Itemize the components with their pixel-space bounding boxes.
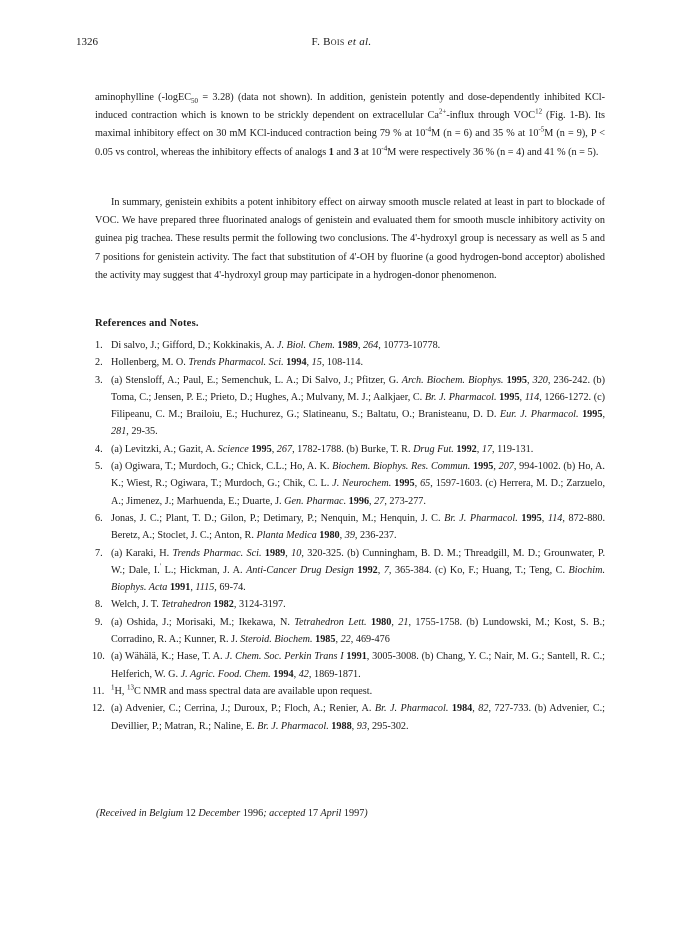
reference-text: Welch, J. T. Tetrahedron 1982, 3124-3197.	[111, 599, 286, 611]
reference-item	[95, 337, 605, 354]
bold-text: 1995	[394, 478, 415, 490]
reference-item	[95, 441, 605, 458]
italic-text: Br. J. Pharmacol.	[444, 512, 518, 524]
bold-text: 1984	[451, 703, 473, 715]
reference-item	[95, 372, 605, 441]
italic-text: Br. J. Pharmacol.	[374, 703, 449, 715]
italic-text: 1115	[195, 582, 215, 594]
italic-text: Gen. Pharmac.	[284, 495, 347, 507]
reference-item	[92, 700, 606, 735]
italic-text: 27	[374, 495, 385, 507]
reference-number: 8.	[95, 599, 103, 611]
italic-text: 65	[420, 478, 431, 490]
italic-text: Science	[217, 443, 249, 455]
italic-text: 39	[344, 530, 355, 542]
reference-text: (a) Advenier, C.; Cerrina, J.; Duroux, P.; Floch, A.; Renier, A. Br. J. Pharmacol. 1984, 82, 727-733. (b) Advenier, C.; Devillier, P.; Matran, R.; Naline, E. Br. J. Pharmacol. 1988, 93, 295-302.	[111, 703, 606, 732]
reference-item	[95, 596, 605, 613]
reference-number: 1.	[95, 340, 103, 351]
author-suffix: et al.	[344, 36, 372, 48]
italic-text: J. Agric. Food. Chem.	[180, 668, 271, 680]
reference-number: 6.	[95, 512, 103, 524]
bold-text: 1996	[348, 495, 370, 507]
italic-text: Anti-Cancer Drug Design	[246, 564, 354, 576]
bold-text: 1995	[521, 512, 542, 524]
superscript: 2+	[438, 107, 447, 116]
bold-text: 1995	[506, 374, 527, 386]
received-note: (Received in Belgium 12 December 1996; accepted 17 April 1997)	[96, 808, 368, 819]
italic-text: 114	[547, 512, 563, 524]
italic-text: 264	[362, 340, 379, 351]
bold-text: 1992	[357, 564, 378, 576]
italic-text: 10	[291, 547, 302, 559]
italic-text: 207	[498, 461, 514, 473]
reference-item	[95, 458, 605, 510]
reference-item	[95, 614, 605, 649]
reference-text: (a) Levitzki, A.; Gazit, A. Science 1995, 267, 1782-1788. (b) Burke, T. R. Drug Fut. 1992, 17, 119-131.	[111, 443, 534, 455]
italic-text: Trends Pharmac. Sci.	[172, 547, 262, 559]
author-prefix: F.	[311, 36, 324, 48]
italic-text: Tetrahedron Lett.	[294, 616, 367, 628]
italic-text: Biochem. Biophys. Res. Commun.	[332, 461, 471, 473]
superscript: -4	[381, 144, 388, 153]
reference-number: 11.	[92, 685, 105, 697]
bold-text: 1989	[264, 547, 286, 559]
page-number: 1326	[76, 36, 98, 48]
reference-number: 9.	[95, 616, 103, 628]
superscript: -5	[538, 126, 545, 135]
italic-text: 267	[276, 443, 293, 455]
bold-text: 1994	[273, 668, 294, 680]
body-paragraph-summary: In summary, genistein exhibits a potent inhibitory effect on airway smooth muscle related at least in part to blockade of VOC. We have prepared three fluorinated analogs of genistein and evaluated them for smooth muscle inhibitory activity on guinea pig trachea. These results permit the following two conclusions. The 4'-hydroxyl group is necessary as well as 5 and 7 positions for genistein activity. The fact that substitution of 4'-OH by fluorine (a good hydrogen-bond acceptor) abolished the activity may suggest that 4'-hydroxyl group may participate in a hydrogen-donor phenomenon.	[95, 197, 605, 281]
bold-text: 1988	[331, 720, 352, 732]
upright-text: 17	[307, 808, 319, 819]
italic-text: Tetrahedron	[161, 599, 211, 611]
bold-text: 1989	[337, 340, 358, 351]
reference-item	[95, 354, 605, 371]
italic-text: 15	[311, 357, 322, 369]
references-list	[92, 337, 606, 735]
reference-item	[92, 683, 605, 700]
italic-text: 93	[356, 720, 367, 732]
bold-text: 1995	[251, 443, 272, 455]
italic-text: Steroid. Biochem.	[240, 634, 313, 646]
superscript: 12	[535, 107, 543, 116]
bold-text: 1995	[582, 409, 603, 421]
bold-text: 1992	[456, 443, 477, 455]
bold-text: 1991	[346, 651, 367, 663]
italic-text: Arch. Biochem. Biophys.	[401, 374, 504, 386]
references-heading: References and Notes.	[95, 318, 199, 329]
italic-text: 320	[532, 374, 548, 386]
reference-text: (a) Karaki, H. Trends Pharmac. Sci. 1989, 10, 320-325. (b) Cunningham, B. D. M.; Threadgill, M. D.; Grounwater, P. W.; Dale, I.' L.; Hickman, J. A. Anti-Cancer Drug Design 1992, 7, 365-384. (c) Ko, F.; Huang, T.; Teng, C. Biochim. Biophys. Acta 1991, 1115, 69-74.	[111, 547, 606, 594]
italic-text: 281	[111, 426, 127, 438]
bold-text: 1994	[286, 357, 307, 369]
italic-text: Drug Fut.	[413, 443, 454, 455]
reference-text: Di salvo, J.; Gifford, D.; Kokkinakis, A. J. Biol. Chem. 1989, 264, 10773-10778.	[111, 340, 441, 351]
italic-text: Planta Medica	[256, 530, 317, 542]
italic-text: Br. J. Pharmacol.	[257, 720, 329, 732]
author-surname: Bois	[323, 36, 345, 48]
italic-text: Biochim. Biophys. Acta	[111, 564, 606, 594]
bold-text: 1	[328, 146, 334, 158]
italic-text: J. Biol. Chem.	[276, 340, 335, 351]
bold-text: 1982	[213, 599, 234, 611]
superscript: 13	[126, 683, 134, 692]
upright-text: 1997	[343, 808, 365, 819]
reference-number: 10.	[92, 651, 105, 663]
reference-text: Hollenberg, M. O. Trends Pharmacol. Sci. 1994, 15, 108-114.	[111, 357, 364, 369]
italic-text: Trends Pharmacol. Sci.	[188, 357, 284, 369]
superscript: 1	[111, 683, 115, 692]
italic-text: Eur. J. Pharmacol.	[499, 409, 579, 421]
italic-text: Br. J. Pharmacol.	[424, 391, 497, 403]
body-paragraph-results: aminophylline (-logEC$_{50}$ = 3.28) (data not shown). In addition, genistein potently and dose-dependently inhibited KCl-induced contraction which is known to be strickly dependent on extracellular $Ca^{2+}$-influx through VOC$^{12}$ (Fig. 1-B). Its maximal inhibitory effect on 30 mM KCl-induced contraction being 79 % at $10^{-4}M$ (n = 6) and 35 % at $10^{-5}M$ (n = 9), P < 0.05 vs control, whereas the inhibitory effects of analogs 1 and 3 at $10^{-4}M$ were respectively 36 % (n = 4) and 41 % (n = 5).	[95, 92, 605, 158]
italic-text: 21	[398, 616, 409, 628]
italic-text: 22	[340, 634, 351, 646]
italic-text: 17	[481, 443, 493, 455]
reference-number: 2.	[95, 357, 103, 369]
running-header-authors	[0, 36, 683, 48]
italic-text: 7	[383, 564, 389, 576]
italic-text: 42	[298, 668, 309, 680]
italic-text: 82	[478, 703, 489, 715]
italic-text: J. Chem. Soc. Perkin Trans I	[225, 651, 344, 663]
reference-item	[95, 510, 605, 545]
reference-text: (a) Oshida, J.; Morisaki, M.; Ikekawa, N. Tetrahedron Lett. 1980, 21, 1755-1758. (b) Lundowski, M.; Kost, S. B.; Corradino, R. A.; Kunner, R. J. Steroid. Biochem. 1985, 22, 469-476	[111, 616, 606, 646]
reference-text: (a) Ogiwara, T.; Murdoch, G.; Chick, C.L.; Ho, A. K. Biochem. Biophys. Res. Commun. 1995, 207, 994-1002. (b) Ho, A. K.; Wiest, R.; Ogiwara, T.; Murdoch, G.; Chik, C. L. J. Neurochem. 1995, 65, 1597-1603. (c) Herrera, M. D.; Zarzuelo, A.; Jimenez, J.; Marhuenda, E.; Duarte, J. Gen. Pharmac. 1996, 27, 273-277.	[111, 461, 606, 507]
bold-text: 1995	[499, 391, 520, 403]
superscript: -4	[425, 126, 432, 135]
reference-number: 3.	[95, 374, 103, 386]
upright-text: 1996	[242, 808, 264, 819]
reference-number: 4.	[95, 443, 103, 455]
bold-text: 1985	[315, 634, 336, 646]
reference-number: 7.	[95, 547, 103, 559]
reference-text: (a) Stensloff, A.; Paul, E.; Semenchuk, L. A.; Di Salvo, J.; Pfitzer, G. Arch. Biochem. Biophys. 1995, 320, 236-242. (b) Toma, C.; Jensen, P. E.; Prieto, D.; Hughes, A.; Mulvany, M. J.; Aalkjaer, C. Br. J. Pharmacol. 1995, 114, 1266-1272. (c) Filipeanu, C. M.; Brailoiu, E.; Huchurez, G.; Slatineanu, S.; Baltatu, O.; Branisteanu, D. D. Eur. J. Pharmacol. 1995, 281, 29-35.	[111, 374, 606, 438]
bold-text: 3	[353, 146, 359, 158]
italic-text: J. Neurochem.	[332, 478, 392, 490]
reference-number: 5.	[95, 461, 103, 473]
reference-number: 12.	[92, 703, 105, 715]
bold-text: 1980	[319, 530, 340, 542]
subscript: 50	[191, 97, 199, 106]
reference-text: (a) Wähälä, K.; Hase, T. A. J. Chem. Soc. Perkin Trans I 1991, 3005-3008. (b) Chang, Y. C.; Nair, M. G.; Santell, R. C.; Helferich, W. G. J. Agric. Food. Chem. 1994, 42, 1869-1871.	[111, 651, 605, 680]
reference-text: Jonas, J. C.; Plant, T. D.; Gilon, P.; Detimary, P.; Nenquin, M.; Henquin, J. C. Br. J. Pharmacol. 1995, 114, 872-880. Beretz, A.; Stoclet, J. C.; Anton, R. Planta Medica 1980, 39, 236-237.	[111, 512, 606, 542]
bold-text: 1995	[473, 461, 494, 473]
superscript: '	[159, 562, 162, 571]
reference-item	[95, 545, 605, 597]
bold-text: 1980	[370, 616, 392, 628]
reference-text: $^1$H, $^{13}$C NMR and mass spectral data are available upon request.	[111, 683, 373, 697]
bold-text: 1991	[169, 582, 191, 594]
italic-text: 114	[524, 391, 540, 403]
reference-item	[92, 648, 605, 683]
upright-text: 12	[185, 808, 196, 819]
